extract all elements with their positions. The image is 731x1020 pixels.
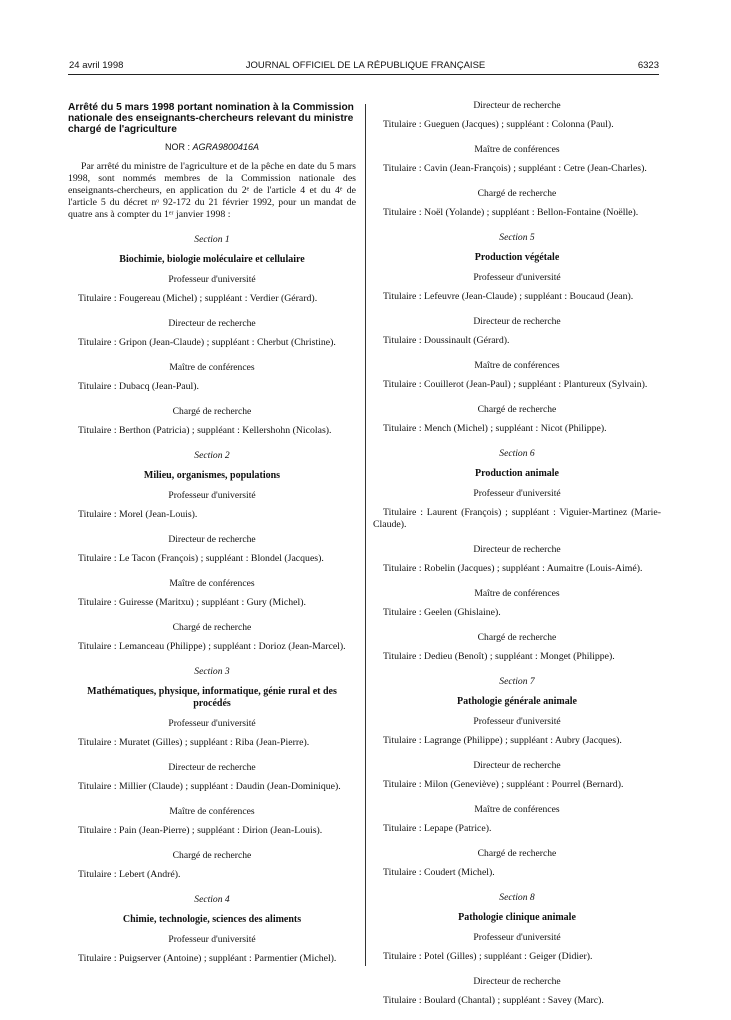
- section-title: Biochimie, biologie moléculaire et cellulaire: [119, 253, 305, 265]
- header-journal-title: JOURNAL OFFICIEL DE LA RÉPUBLIQUE FRANÇAISE: [245, 60, 486, 71]
- role-heading: Directeur de recherche: [473, 760, 561, 771]
- section-heading: Section 5: [499, 232, 535, 243]
- nomination-entry: Titulaire : Cavin (Jean-François) ; suppléant : Cetre (Jean-Charles).: [383, 163, 647, 174]
- header-page-number: 6323: [637, 60, 659, 71]
- role-heading: Chargé de recherche: [477, 188, 557, 199]
- role-heading: Maître de conférences: [474, 588, 560, 599]
- role-heading: Chargé de recherche: [172, 405, 252, 417]
- role-heading: Maître de conférences: [474, 360, 560, 371]
- role-heading: Professeur d'université: [168, 489, 256, 501]
- nomination-entry: Titulaire : Muratet (Gilles) ; suppléant : Riba (Jean-Pierre).: [78, 736, 310, 748]
- section-heading: Section 4: [194, 893, 230, 905]
- nomination-entry: Titulaire : Dubacq (Jean-Paul).: [78, 380, 199, 392]
- role-heading: Maître de conférences: [169, 577, 255, 589]
- section-title: Milieu, organismes, populations: [143, 469, 281, 481]
- role-heading: Maître de conférences: [474, 804, 560, 815]
- header-date: 24 avril 1998: [69, 60, 124, 71]
- section-heading: Section 6: [499, 448, 535, 459]
- nomination-entry: Titulaire : Mench (Michel) ; suppléant : Nicot (Philippe).: [383, 423, 607, 434]
- nomination-entry: Titulaire : Geelen (Ghislaine).: [383, 607, 501, 618]
- nomination-entry: Titulaire : Potel (Gilles) ; suppléant : Geiger (Didier).: [383, 951, 593, 962]
- role-heading: Maître de conférences: [169, 805, 255, 817]
- role-heading: Professeur d'université: [168, 273, 256, 285]
- nomination-entry: Titulaire : Morel (Jean-Louis).: [78, 508, 198, 520]
- section-title: Pathologie clinique animale: [458, 912, 576, 923]
- role-heading: Directeur de recherche: [473, 544, 561, 555]
- role-heading: Maître de conférences: [474, 144, 560, 155]
- nor-code: AGRA9800416A: [192, 141, 260, 152]
- role-heading: Maître de conférences: [169, 361, 255, 373]
- role-heading: Chargé de recherche: [172, 621, 252, 633]
- role-heading: Directeur de recherche: [168, 533, 256, 545]
- nomination-entry: Titulaire : Robelin (Jacques) ; suppléant : Aumaitre (Louis-Aimé).: [383, 563, 643, 574]
- role-heading: Directeur de recherche: [168, 761, 256, 773]
- section-heading: Section 1: [194, 233, 230, 245]
- nomination-entry: Titulaire : Berthon (Patricia) ; suppléant : Kellershohn (Nicolas).: [78, 424, 332, 436]
- role-heading: Professeur d'université: [168, 933, 256, 945]
- nomination-entry: Titulaire : Gueguen (Jacques) ; suppléant : Colonna (Paul).: [383, 119, 614, 130]
- nomination-entry: Titulaire : Lepape (Patrice).: [383, 823, 492, 834]
- nomination-entry: Titulaire : Guiresse (Maritxu) ; suppléant : Gury (Michel).: [78, 596, 306, 608]
- role-heading: Directeur de recherche: [473, 316, 561, 327]
- section-heading: Section 3: [194, 665, 230, 677]
- nor-label: NOR :: [164, 141, 190, 152]
- role-heading: Chargé de recherche: [477, 404, 557, 415]
- role-heading: Professeur d'université: [473, 932, 561, 943]
- column-divider: [365, 104, 366, 966]
- role-heading: Professeur d'université: [473, 488, 561, 499]
- role-heading: Professeur d'université: [473, 716, 561, 727]
- right-column: [373, 100, 661, 1020]
- nomination-entry: Titulaire : Puigserver (Antoine) ; suppléant : Parmentier (Michel).: [78, 952, 337, 964]
- nomination-entry: Titulaire : Lemanceau (Philippe) ; suppléant : Dorioz (Jean-Marcel).: [78, 640, 346, 652]
- nomination-entry: Titulaire : Dedieu (Benoît) ; suppléant : Monget (Philippe).: [383, 651, 615, 662]
- nomination-entry: Titulaire : Gripon (Jean-Claude) ; suppléant : Cherbut (Christine).: [78, 336, 336, 348]
- section-heading: Section 2: [194, 449, 230, 461]
- section-heading: Section 8: [499, 892, 535, 903]
- role-heading: Directeur de recherche: [168, 317, 256, 329]
- role-heading: Chargé de recherche: [172, 849, 252, 861]
- role-heading: Directeur de recherche: [473, 100, 561, 111]
- nomination-entry: Titulaire : Doussinault (Gérard).: [383, 335, 510, 346]
- header-rule: [68, 74, 659, 75]
- role-heading: Directeur de recherche: [473, 976, 561, 987]
- role-heading: Professeur d'université: [473, 272, 561, 283]
- right-column-body: [373, 100, 661, 1007]
- arrete-intro: Par arrêté du ministre de l'agriculture et de la pêche en date du 5 mars 1998, sont nommés membres de la Commission nationale des enseignants-chercheurs, en application du 2ᵉ de l'article 4 et du 4ᵉ de l'article 5 du décret nᵒ 92-172 du 21 février 1992, pour un mandat de quatre ans à compter du 1ᵉʳ janvier 1998 :: [68, 160, 356, 220]
- nomination-entry: Titulaire : Boulard (Chantal) ; suppléant : Savey (Marc).: [383, 995, 604, 1006]
- arrete-title: Arrêté du 5 mars 1998 portant nomination à la Commission nationale des enseignants-chercheurs relevant du ministre chargé de l'agriculture: [68, 102, 354, 136]
- nomination-entry: Titulaire : Fougereau (Michel) ; suppléant : Verdier (Gérard).: [78, 292, 318, 304]
- left-column: [68, 100, 356, 978]
- role-heading: Chargé de recherche: [477, 848, 557, 859]
- nomination-entry: Titulaire : Coudert (Michel).: [383, 867, 495, 878]
- role-heading: Chargé de recherche: [477, 632, 557, 643]
- nomination-entry: Titulaire : Pain (Jean-Pierre) ; suppléant : Dirion (Jean-Louis).: [78, 824, 323, 836]
- nomination-entry: Titulaire : Lebert (André).: [78, 868, 181, 880]
- nomination-entry: Titulaire : Milon (Geneviève) ; suppléant : Pourrel (Bernard).: [383, 779, 624, 790]
- role-heading: Professeur d'université: [168, 717, 256, 729]
- nor-reference: [68, 141, 356, 153]
- left-column-body: [68, 234, 356, 965]
- section-title: Mathématiques, physique, informatique, génie rural et des procédés: [87, 685, 337, 709]
- nomination-entry: Titulaire : Le Tacon (François) ; suppléant : Blondel (Jacques).: [78, 552, 324, 564]
- nomination-entry: Titulaire : Lagrange (Philippe) ; suppléant : Aubry (Jacques).: [383, 735, 622, 746]
- section-title: Chimie, technologie, sciences des aliments: [122, 913, 302, 925]
- section-title: Production animale: [475, 468, 559, 479]
- section-title: Pathologie générale animale: [457, 696, 577, 707]
- section-title: Production végétale: [474, 252, 560, 263]
- nomination-entry: Titulaire : Couillerot (Jean-Paul) ; suppléant : Plantureux (Sylvain).: [383, 379, 648, 390]
- nomination-entry: Titulaire : Laurent (François) ; suppléant : Viguier-Martinez (Marie-Claude).: [373, 507, 661, 530]
- section-heading: Section 7: [499, 676, 535, 687]
- nomination-entry: Titulaire : Millier (Claude) ; suppléant : Daudin (Jean-Dominique).: [78, 780, 341, 792]
- nomination-entry: Titulaire : Noël (Yolande) ; suppléant : Bellon-Fontaine (Noëlle).: [383, 207, 639, 218]
- nomination-entry: Titulaire : Lefeuvre (Jean-Claude) ; suppléant : Boucaud (Jean).: [383, 291, 634, 302]
